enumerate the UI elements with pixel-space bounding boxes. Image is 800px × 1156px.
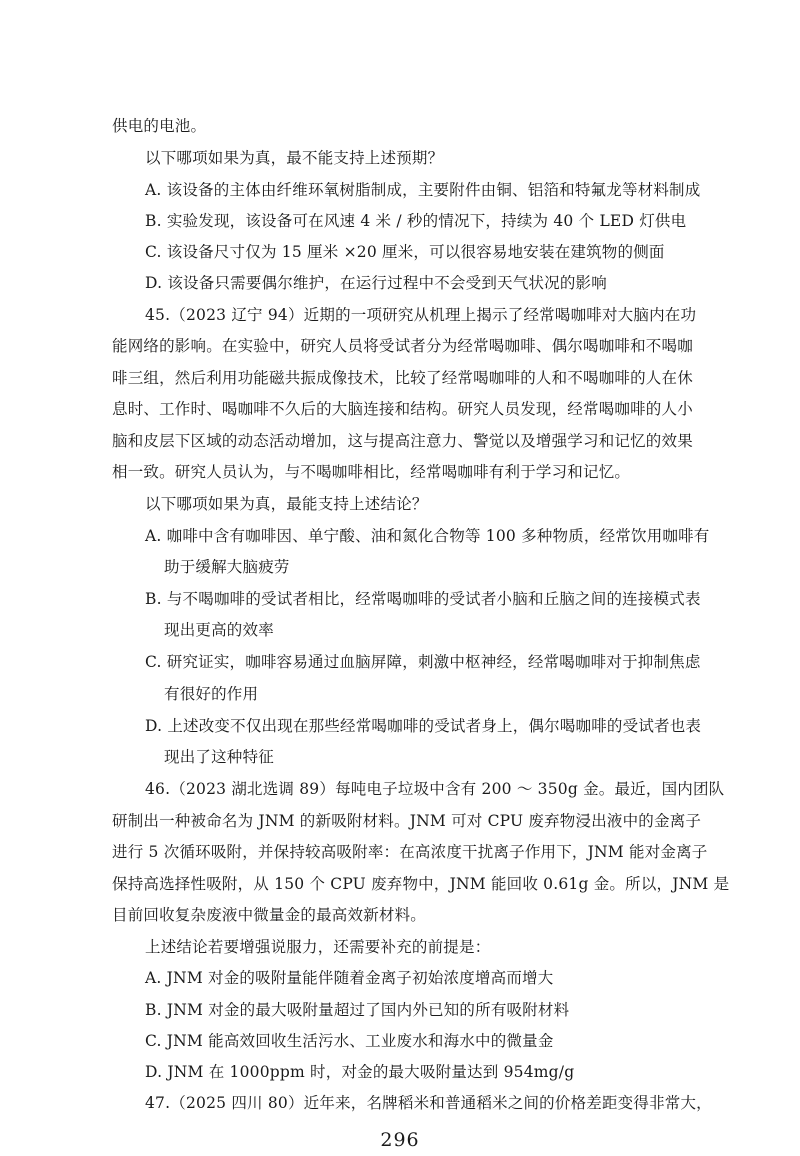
text-line: 啡三组，然后利用功能磁共振成像技术，比较了经常喝咖啡的人和不喝咖啡的人在休 xyxy=(112,369,693,387)
option-a: A. 该设备的主体由纤维环氧树脂制成，主要附件由铜、铝箔和特氟龙等材料制成 xyxy=(145,181,701,199)
text-line: 目前回收复杂废液中微量金的最高效新材料。 xyxy=(112,906,427,924)
question-45-stem: 45.（2023 辽宁 94）近期的一项研究从机理上揭示了经常喝咖啡对大脑内在功 xyxy=(145,306,697,324)
text-line: 研制出一种被命名为 JNM 的新吸附材料。JNM 可对 CPU 废弃物浸出液中的金离子 xyxy=(112,812,702,830)
question-46-stem: 46.（2023 湖北选调 89）每吨电子垃圾中含有 200 ～ 350g 金。最近，国内团队 xyxy=(145,780,725,798)
option-c: C. JNM 能高效回收生活污水、工业废水和海水中的微量金 xyxy=(145,1032,554,1050)
option-d-continued: 现出了这种特征 xyxy=(164,748,274,766)
option-b: B. 实验发现，该设备可在风速 4 米 / 秒的情况下，持续为 40 个 LED 灯供电 xyxy=(145,212,687,230)
option-c: C. 研究证实，咖啡容易通过血脑屏障，刺激中枢神经，经常喝咖啡对于抑制焦虑 xyxy=(145,653,701,671)
question-prompt: 以下哪项如果为真，最不能支持上述预期？ xyxy=(145,149,444,167)
text-line: 相一致。研究人员认为，与不喝咖啡相比，经常喝咖啡有利于学习和记忆。 xyxy=(112,463,631,481)
option-d: D. JNM 在 1000ppm 时，对金的最大吸附量达到 954mg/g xyxy=(145,1063,575,1081)
question-47-stem: 47.（2025 四川 80）近年来，名牌稻米和普通稻米之间的价格差距变得非常大， xyxy=(145,1094,712,1112)
page-number: 296 xyxy=(380,1129,420,1151)
question-prompt: 以下哪项如果为真，最能支持上述结论？ xyxy=(145,495,428,513)
option-a: A. 咖啡中含有咖啡因、单宁酸、油和氮化合物等 100 多种物质，经常饮用咖啡有 xyxy=(145,527,710,545)
text-line: 能网络的影响。在实验中，研究人员将受试者分为经常喝咖啡、偶尔喝咖啡和不喝咖 xyxy=(112,337,693,355)
option-b: B. JNM 对金的最大吸附量超过了国内外已知的所有吸附材料 xyxy=(145,1001,570,1019)
option-b: B. 与不喝咖啡的受试者相比，经常喝咖啡的受试者小脑和丘脑之间的连接模式表 xyxy=(145,590,701,608)
text-line: 息时、工作时、喝咖啡不久后的大脑连接和结构。研究人员发现，经常喝咖啡的人小 xyxy=(112,400,693,418)
text-line: 保持高选择性吸附，从 150 个 CPU 废弃物中，JNM 能回收 0.61g 金。所以，JNM 是 xyxy=(112,875,730,893)
option-a-continued: 助于缓解大脑疲劳 xyxy=(164,558,290,576)
option-d: D. 该设备只需要偶尔维护，在运行过程中不会受到天气状况的影响 xyxy=(145,274,607,292)
option-d: D. 上述改变不仅出现在那些经常喝咖啡的受试者身上，偶尔喝咖啡的受试者也表 xyxy=(145,717,702,735)
option-a: A. JNM 对金的吸附量能伴随着金离子初始浓度增高而增大 xyxy=(145,969,554,987)
text-line: 供电的电池。 xyxy=(112,117,207,135)
option-b-continued: 现出更高的效率 xyxy=(164,621,274,639)
option-c: C. 该设备尺寸仅为 15 厘米 ×20 厘米，可以很容易地安装在建筑物的侧面 xyxy=(145,243,665,261)
question-prompt: 上述结论若要增强说服力，还需要补充的前提是： xyxy=(145,938,491,956)
text-line: 进行 5 次循环吸附，并保持较高吸附率：在高浓度干扰离子作用下，JNM 能对金离子 xyxy=(112,843,708,861)
option-c-continued: 有很好的作用 xyxy=(164,685,259,703)
text-line: 脑和皮层下区域的动态活动增加，这与提高注意力、警觉以及增强学习和记忆的效果 xyxy=(112,432,693,450)
